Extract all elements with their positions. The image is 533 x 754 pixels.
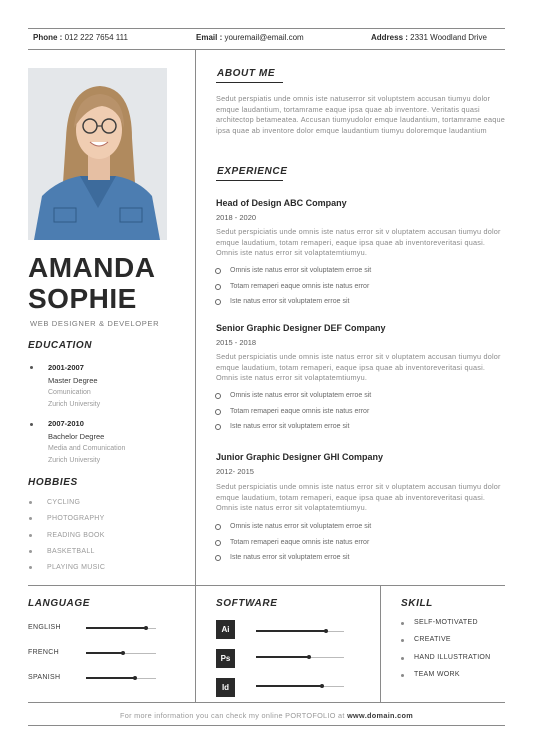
language-level-fill (86, 652, 123, 654)
header-top-rule (28, 28, 505, 29)
about-heading: ABOUT ME (217, 68, 276, 79)
indesign-icon: Id (216, 678, 235, 697)
job-role: WEB DESIGNER & DEVELOPER (30, 319, 160, 328)
job-title: Senior Graphic Designer DEF Company (216, 323, 386, 333)
address-value: 2331 Woodland Drive (410, 33, 487, 42)
language-level-bar (86, 678, 156, 679)
education-years: 2007-2010 (48, 419, 84, 428)
language-level-knob (144, 626, 148, 630)
job-bullet: Omnis iste natus error sit voluptatem erroe sit (230, 392, 372, 399)
job-date: 2015 - 2018 (216, 338, 257, 347)
skill-item: HAND ILLUSTRATION (414, 654, 491, 661)
hobby-item: PLAYING MUSIC (47, 564, 106, 571)
address-label: Address : (371, 33, 408, 42)
software-level-fill (256, 630, 326, 632)
job-bullet: Totam remaperi eaque omnis iste natus error (230, 408, 370, 415)
contact-phone (33, 33, 128, 42)
circle-bullet-icon (215, 555, 221, 561)
skill-heading: SKILL (401, 598, 433, 609)
skill-item: SELF-MOTIVATED (414, 619, 478, 626)
job-date: 2012- 2015 (216, 467, 254, 476)
education-degree: Bachelor Degree (48, 432, 105, 441)
skill-bullet (401, 657, 404, 660)
software-heading: SOFTWARE (216, 598, 278, 609)
illustrator-icon: Ai (216, 620, 235, 639)
hobby-bullet (29, 534, 32, 537)
job-bullet: Omnis iste natus error sit voluptatem erroe sit (230, 267, 372, 274)
circle-bullet-icon (215, 524, 221, 530)
education-bullet (30, 423, 33, 426)
job-title: Junior Graphic Designer GHI Company (216, 452, 384, 462)
footer-text (28, 711, 505, 720)
last-name: SOPHIE (28, 283, 137, 314)
circle-bullet-icon (215, 409, 221, 415)
photoshop-icon: Ps (216, 649, 235, 668)
hobby-item: CYCLING (47, 499, 81, 506)
hobbies-heading: HOBBIES (28, 477, 78, 488)
software-level-fill (256, 656, 309, 658)
software-level-bar (256, 686, 344, 687)
job-bullet: Omnis iste natus error sit voluptatem erroe sit (230, 523, 372, 530)
email-label: Email : (196, 33, 223, 42)
header-bottom-rule (28, 49, 505, 50)
hobby-item: BASKETBALL (47, 548, 95, 555)
education-bullet (30, 366, 33, 369)
phone-label: Phone : (33, 33, 63, 42)
education-years: 2001-2007 (48, 363, 84, 372)
profile-photo (28, 68, 167, 240)
language-level-bar (86, 653, 156, 654)
phone-value: 012 222 7654 111 (64, 33, 128, 42)
footer-rule (28, 725, 505, 726)
skill-bullet (401, 674, 404, 677)
job-bullet: Iste natus error sit voluptatem erroe sit (230, 423, 350, 430)
software-level-knob (307, 655, 311, 659)
contact-email (196, 33, 304, 42)
about-text: Sedut perspiatis unde omnis iste natuserror sit voluptstem accusan tiumyu dolor emque laudantium, tortamrame eaque ipsa quae ab inventore. Veritatis quasi architectop betameatea. Accusan tiumyudolor emque laudantium, tortamrame eaque ipsa quae ab inventore dolor emque laudantium tiumyu doloremque laudantium (216, 94, 505, 135)
job-title: Head of Design ABC Company (216, 198, 347, 208)
job-description: Sedut perspiciatis unde omnis iste natus error sit v oluptatem accusan tiumyu dolor emque laudatium, totam remaperi, eaque ipsa quae ab inventoreveritasi quasi. Omnis iste natus error sit volaptatemtiumyu. (216, 482, 501, 512)
language-level-knob (133, 676, 137, 680)
skill-item: TEAM WORK (414, 671, 460, 678)
circle-bullet-icon (215, 284, 221, 290)
experience-heading-underline (216, 180, 283, 181)
hobby-bullet (29, 550, 32, 553)
bottom-section-top-rule (28, 585, 505, 586)
language-name: FRENCH (28, 649, 59, 656)
software-level-fill (256, 685, 322, 687)
education-degree: Master Degree (48, 376, 98, 385)
job-bullet: Iste natus error sit voluptatem erroe sit (230, 298, 350, 305)
circle-bullet-icon (215, 299, 221, 305)
bottom-divider-2 (380, 585, 381, 702)
language-level-fill (86, 677, 135, 679)
circle-bullet-icon (215, 424, 221, 430)
education-field: Media and Comunication (48, 445, 126, 452)
language-level-knob (121, 651, 125, 655)
circle-bullet-icon (215, 268, 221, 274)
job-bullet: Totam remaperi eaque omnis iste natus error (230, 539, 370, 546)
software-level-knob (324, 629, 328, 633)
skill-bullet (401, 622, 404, 625)
hobby-item: PHOTOGRAPHY (47, 515, 105, 522)
footer-message: For more information you can check my online PORTOFOLIO at (119, 711, 345, 720)
skill-bullet (401, 639, 404, 642)
email-value: youremail@email.com (224, 33, 304, 42)
footer-link[interactable]: www.domain.com (347, 711, 414, 720)
software-level-bar (256, 631, 344, 632)
language-level-bar (86, 628, 156, 629)
about-heading-underline (216, 82, 283, 83)
bottom-divider-1 (195, 585, 196, 702)
education-school: Zurich University (48, 457, 101, 464)
software-level-knob (320, 684, 324, 688)
skill-item: CREATIVE (414, 636, 451, 643)
job-date: 2018 - 2020 (216, 213, 257, 222)
job-description: Sedut perspiciatis unde omnis iste natus error sit v oluptatem accusan tiumyu dolor emque laudatium, totam remaperi, eaque ipsa quae ab inventoreveritasi quasi. Omnis iste natus error sit volaptatemtiumyu. (216, 227, 501, 257)
circle-bullet-icon (215, 393, 221, 399)
hobby-bullet (29, 566, 32, 569)
job-description: Sedut perspiciatis unde omnis iste natus error sit v oluptatem accusan tiumyu dolor emque laudatium, totam remaperi, eaque ipsa quae ab inventoreveritasi quasi. Omnis iste natus error sit volaptatemtiumyu. (216, 352, 501, 382)
first-name: AMANDA (28, 252, 156, 283)
column-divider (195, 49, 196, 585)
full-name (28, 252, 155, 314)
experience-heading: EXPERIENCE (217, 166, 288, 177)
education-school: Zurich University (48, 401, 101, 408)
language-name: SPANISH (28, 674, 61, 681)
hobby-bullet (29, 501, 32, 504)
contact-address (371, 33, 487, 42)
bottom-section-bottom-rule (28, 702, 505, 703)
job-bullet: Totam remaperi eaque omnis iste natus error (230, 283, 370, 290)
language-level-fill (86, 627, 146, 629)
language-heading: LANGUAGE (28, 598, 91, 609)
education-heading: EDUCATION (28, 340, 93, 351)
language-name: ENGLISH (28, 624, 61, 631)
job-bullet: Iste natus error sit voluptatem erroe sit (230, 554, 350, 561)
software-level-bar (256, 657, 344, 658)
education-field: Comunication (48, 389, 91, 396)
hobby-item: READING BOOK (47, 532, 105, 539)
circle-bullet-icon (215, 540, 221, 546)
hobby-bullet (29, 517, 32, 520)
